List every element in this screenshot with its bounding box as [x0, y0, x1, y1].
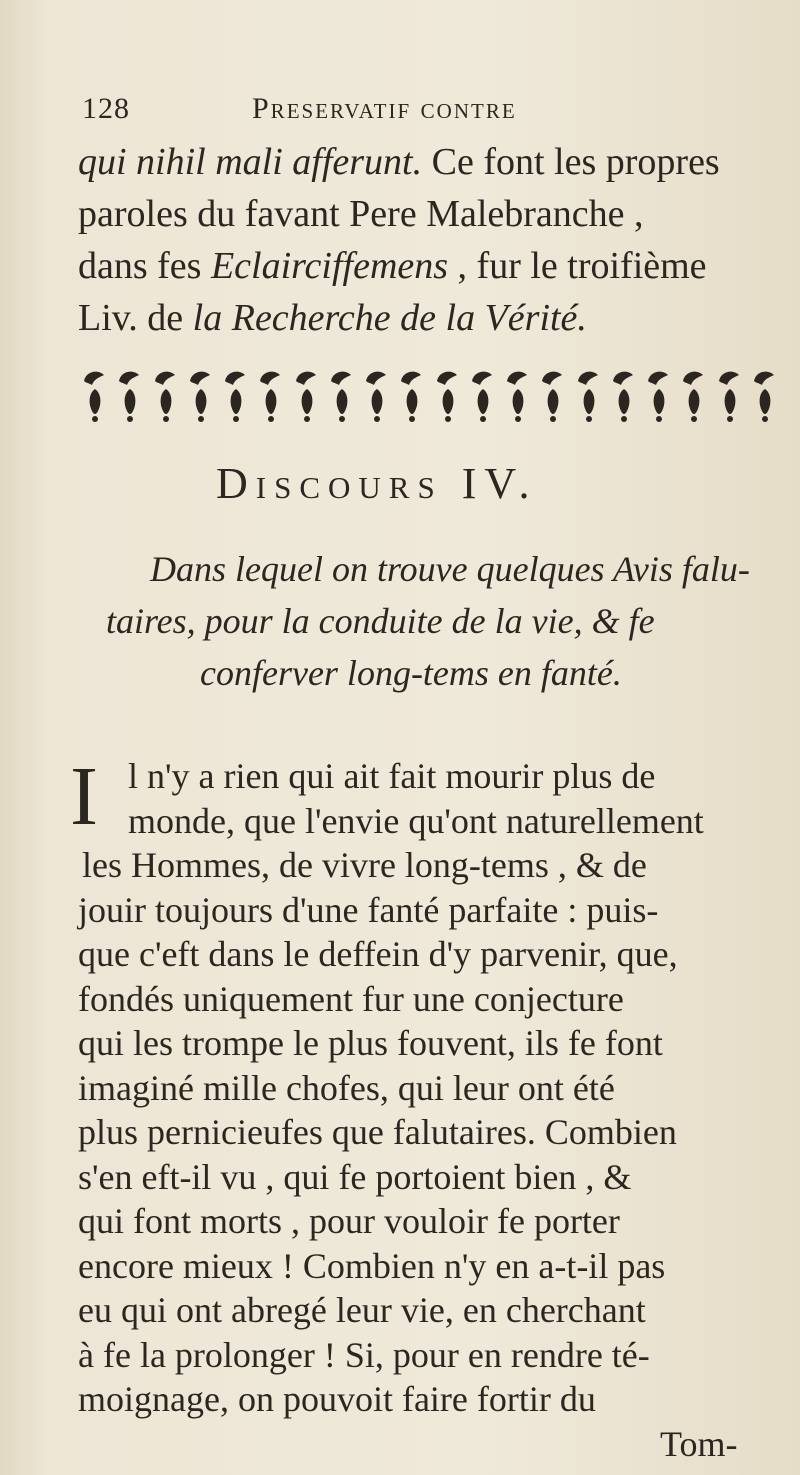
- intro-line-4: [78, 296, 587, 340]
- fleuron-ornament-icon: [644, 367, 674, 427]
- fleuron-ornament-icon: [715, 367, 745, 427]
- fleuron-ornament-icon: [574, 367, 604, 427]
- body-line: jouir toujours d'une fanté parfaite : puis-: [78, 889, 659, 930]
- intro-text: Ce font les propres: [422, 141, 720, 183]
- subtitle-line-3: conferver long-tems en fanté.: [200, 653, 622, 693]
- fleuron-ornament-icon: [538, 367, 568, 427]
- body-line: encore mieux ! Combien n'y en a-t-il pas: [78, 1245, 666, 1286]
- fleuron-ornament-icon: [256, 367, 286, 427]
- catchword: Tom-: [660, 1423, 738, 1464]
- intro-text: Liv. de: [78, 297, 193, 339]
- fleuron-ornament-icon: [221, 367, 251, 427]
- body-line: qui les trompe le plus fouvent, ils fe font: [78, 1023, 663, 1063]
- fleuron-ornament-icon: [397, 367, 427, 427]
- intro-line-3: [78, 244, 707, 288]
- fleuron-ornament-icon: [503, 367, 533, 427]
- fleuron-ornament-icon: [186, 367, 216, 427]
- fleuron-ornament-icon: [115, 367, 145, 427]
- fleuron-ornament-icon: [609, 367, 639, 427]
- body-line: s'en eft-il vu , qui fe portoient bien , &: [78, 1156, 632, 1197]
- discourse-title: Discours IV.: [216, 459, 538, 508]
- subtitle-line-2: taires, pour la conduite de la vie, & fe: [106, 601, 655, 641]
- fleuron-ornament-icon: [292, 367, 322, 427]
- subtitle-line-1: Dans lequel on trouve quelques Avis falu-: [150, 549, 750, 589]
- intro-latin-quote: qui nihil mali afferunt.: [78, 141, 423, 183]
- body-line: qui font morts , pour vouloir fe porter: [78, 1201, 620, 1241]
- drop-cap: I: [70, 750, 98, 843]
- page-number: 128: [82, 92, 130, 125]
- running-title: Preservatif contre: [252, 92, 517, 125]
- fleuron-ornament-icon: [327, 367, 357, 427]
- fleuron-ornament-icon: [80, 367, 110, 427]
- body-line: l n'y a rien qui ait fait mourir plus de: [128, 756, 656, 796]
- fleuron-ornament-icon: [433, 367, 463, 427]
- fleuron-ornament-icon: [151, 367, 181, 427]
- intro-text: paroles du favant Pere Malebranche ,: [78, 193, 644, 235]
- body-line: que c'eft dans le deffein d'y parvenir, que,: [78, 934, 678, 974]
- fleuron-ornament-band: [80, 362, 780, 432]
- intro-text: , fur le troifième: [448, 245, 707, 287]
- fleuron-ornament-icon: [362, 367, 392, 427]
- body-line: eu qui ont abregé leur vie, en cherchant: [78, 1290, 646, 1330]
- fleuron-ornament-icon: [750, 367, 780, 427]
- body-line: monde, que l'envie qu'ont naturellement: [128, 800, 704, 841]
- body-line: imaginé mille chofes, qui leur ont été: [78, 1067, 615, 1108]
- body-line: plus pernicieufes que falutaires. Combien: [78, 1112, 677, 1152]
- fleuron-ornament-icon: [679, 367, 709, 427]
- intro-line-2: [78, 192, 644, 236]
- intro-text: dans fes: [78, 245, 211, 287]
- fleuron-ornament-icon: [468, 367, 498, 427]
- body-line: fondés uniquement fur une conjecture: [78, 978, 624, 1019]
- intro-line-1: [78, 140, 720, 184]
- intro-book-title: la Recherche de la Vérité.: [192, 297, 587, 339]
- body-line: à fe la prolonger ! Si, pour en rendre té-: [78, 1334, 650, 1375]
- intro-book-title: Eclairciffemens: [210, 245, 449, 287]
- body-line: les Hommes, de vivre long-tems , & de: [82, 845, 647, 885]
- body-line: moignage, on pouvoit faire fortir du: [78, 1379, 596, 1419]
